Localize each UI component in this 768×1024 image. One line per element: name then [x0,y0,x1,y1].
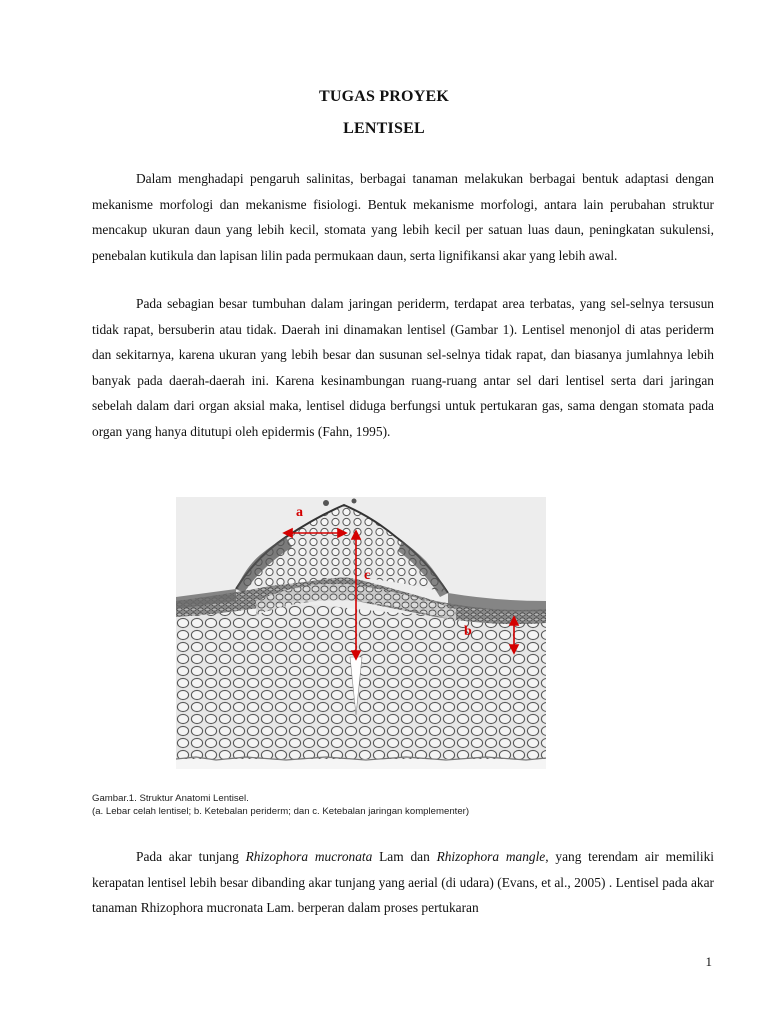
caption-legend: (a. Lebar celah lentisel; b. Ketebalan periderm; dan c. Ketebalan jaringan komplementer) [92,806,470,817]
species-name-mucronata: Rhizophora mucronata [245,849,373,864]
annotation-label-a: a [296,505,303,520]
lenticel-micrograph-figure [176,497,546,769]
paragraph-3-text-2: Lam dan [372,849,437,864]
paragraph-salinity-adaptation: Dalam menghadapi pengaruh salinitas, berbagai tanaman melakukan berbagai bentuk adaptasi dengan mekanisme morfologi dan mekanisme fisiologi. Bentuk mekanisme morfologi, antara lain perubahan struktur mencakup ukuran daun yang lebih kecil, stomata yang lebih kecil per satuan luas daun, peningkatan sukulensi, penebalan kutikula dan lapisan lilin pada permukaan daun, serta lignifikansi akar yang lebih awal. [92,171,714,263]
paragraph-rhizophora [92,844,714,921]
paragraph-lenticel-definition: Pada sebagian besar tumbuhan dalam jaringan periderm, terdapat area terbatas, yang sel-selnya tersusun tidak rapat, bersuberin atau tidak. Daerah ini dinamakan lentisel (Gambar 1). Lentisel menonjol di atas periderm dan sekitarnya, karena ukuran yang lebih besar dan susunan sel-selnya tidak rapat, dan biasanya jumlahnya lebih banyak pada daerah-daerah ini. Karena kesinambungan ruang-ruang antar sel dari lentisel serta dari jaringan sebelah dalam dari organ aksial maka, lentisel diduga berfungsi untuk pertukaran gas, sama dengan stomata pada organ yang hanya ditutupi oleh epidermis (Fahn, 1995). [92,296,714,439]
document-title: TUGAS PROYEK [319,88,449,105]
page-number: 1 [705,954,712,969]
annotation-label-b: b [464,624,472,639]
figure-caption [92,792,692,818]
document-subtitle: LENTISEL [343,120,425,137]
annotation-label-c: c [364,568,371,583]
paragraph-3-text-1: Pada akar tunjang [136,849,246,864]
species-name-mangle: Rhizophora mangle [436,849,546,864]
caption-title: Gambar.1. Struktur Anatomi Lentisel. [92,793,249,804]
paragraph-3-text-3: , yang terendam air memiliki kerapatan lentisel lebih besar dibanding akar tunjang yang aerial (di udara) (Evans, et al., 2005) . Lentisel pada akar tanaman Rhizophora mucronata Lam. berperan dalam proses pertukaran [92,849,715,916]
lenticel-micrograph [176,497,546,769]
